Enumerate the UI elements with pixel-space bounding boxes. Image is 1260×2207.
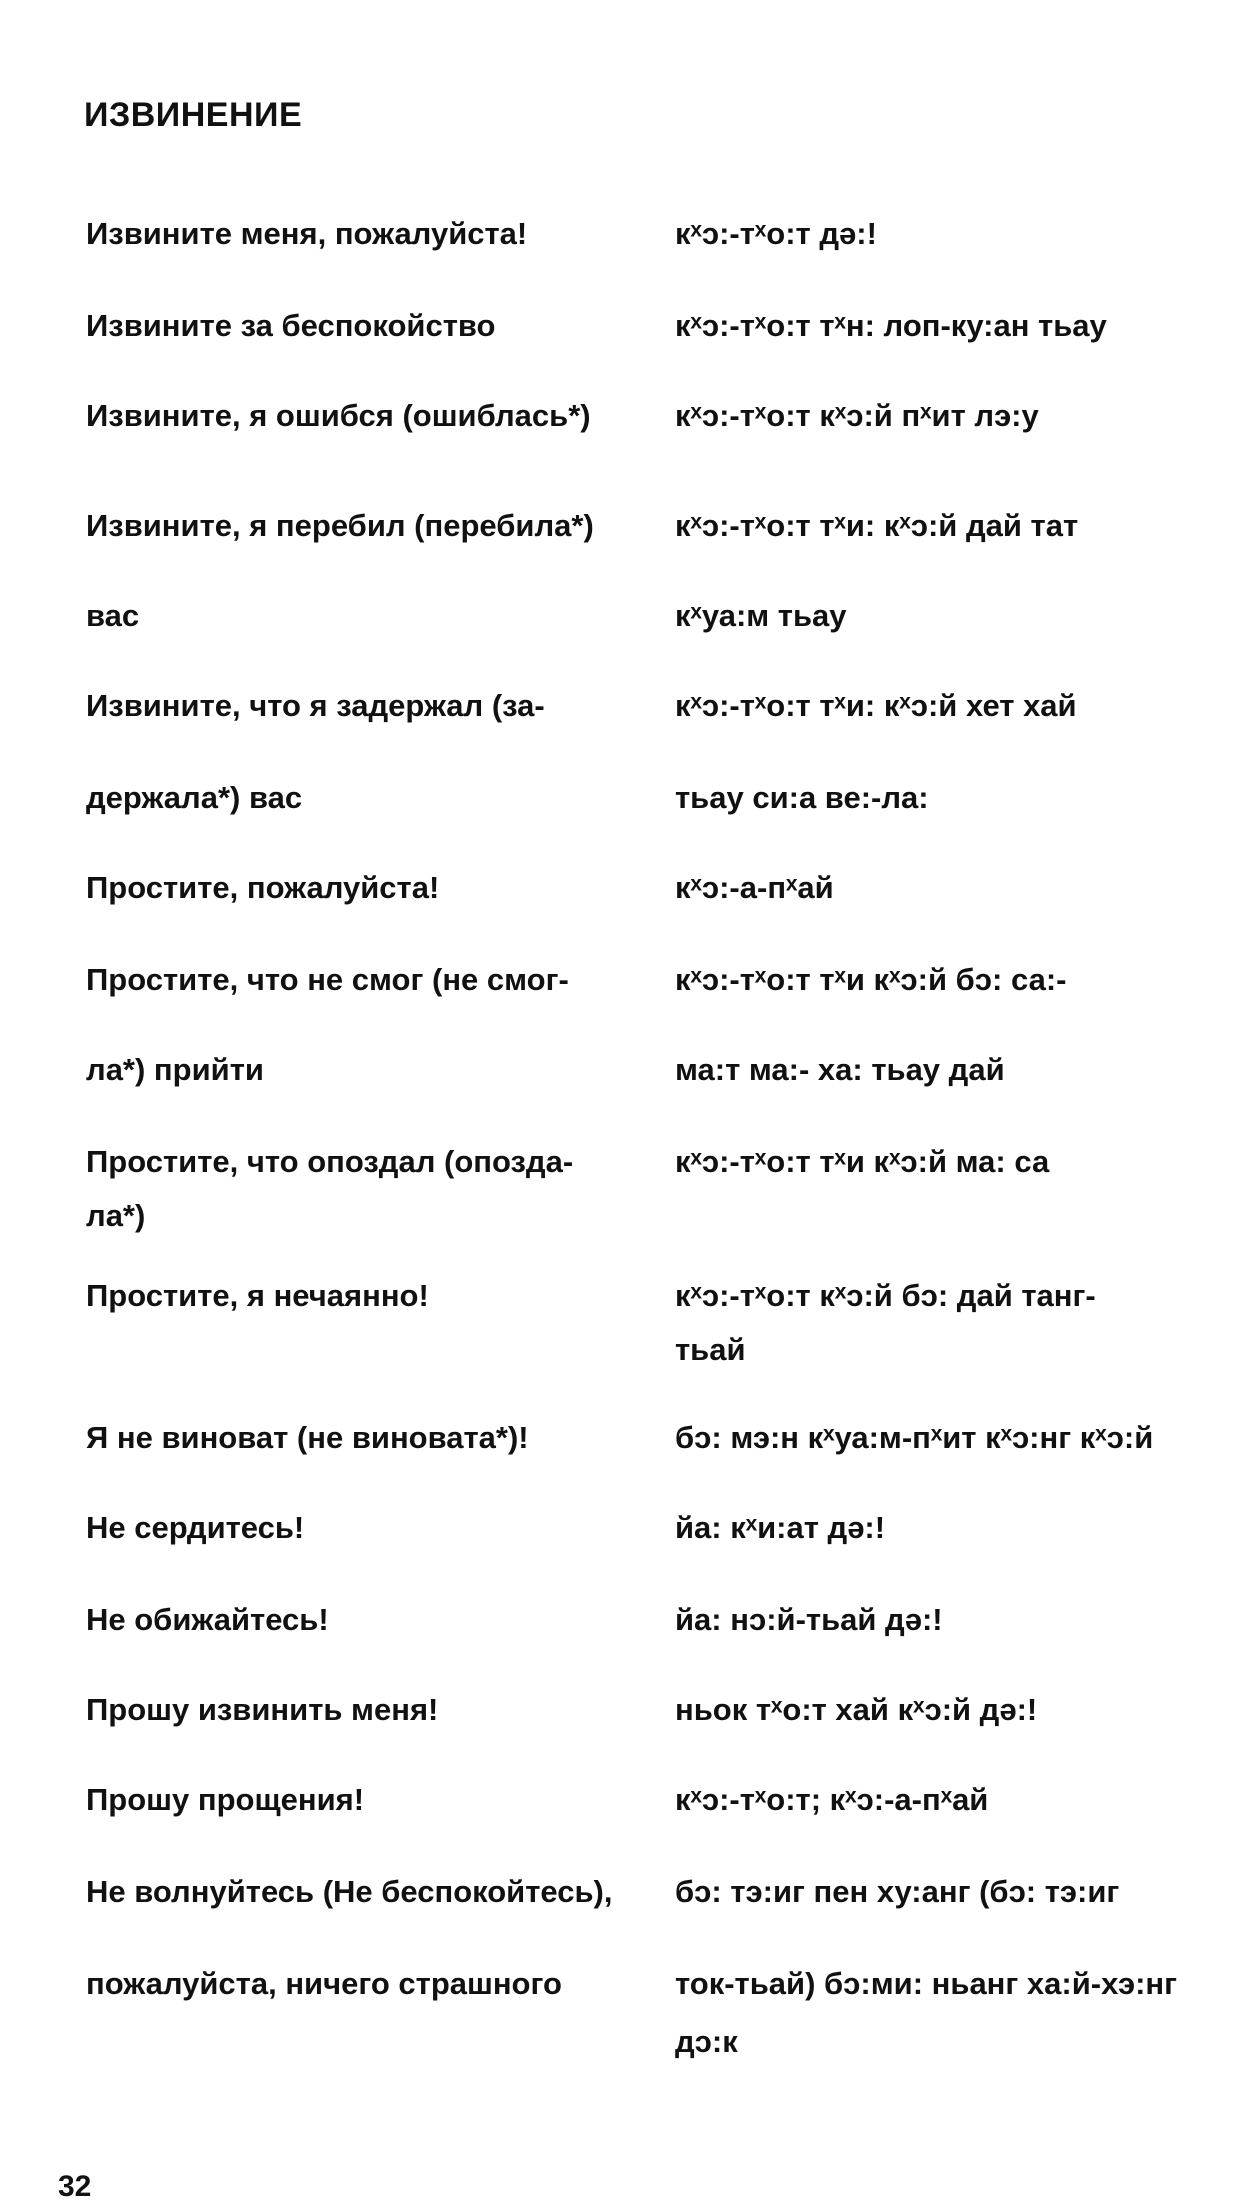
phrase-ru: Прошу прощения!: [86, 1782, 365, 1817]
phrase-ru: Прошу извинить меня!: [86, 1692, 439, 1727]
phrase-ru: Извините за беспокойство: [86, 308, 496, 343]
phrase-vi: ток-тьай) бɔ:ми: ньанг ха:й-хэ:нг: [675, 1966, 1178, 2001]
phrase-vi: кˣɔ:-тˣо:т тˣи: кˣɔ:й хет хай: [675, 688, 1077, 723]
phrase-ru: Простите, пожалуйста!: [86, 870, 440, 905]
phrase-vi: бɔ: тэ:иг пен ху:анг (бɔ: тэ:иг: [675, 1874, 1120, 1909]
phrase-ru: вас: [86, 598, 140, 633]
phrase-ru: Извините, я перебил (перебила*): [86, 508, 594, 543]
phrase-ru: Не обижайтесь!: [86, 1602, 329, 1637]
page-heading: ИЗВИНЕНИЕ: [84, 96, 303, 134]
phrase-vi: кˣɔ:-а-пˣай: [675, 870, 834, 905]
phrase-ru: ла*) прийти: [86, 1052, 264, 1087]
phrase-ru: Я не виноват (не виновата*)!: [86, 1420, 529, 1455]
phrase-ru: Не сердитесь!: [86, 1510, 305, 1545]
phrase-vi: ма:т ма:- ха: тьау дай: [675, 1052, 1005, 1087]
phrase-ru: ла*): [86, 1198, 146, 1233]
phrase-vi: дɔ:к: [675, 2024, 738, 2059]
phrase-vi: кˣɔ:-тˣо:т кˣɔ:й пˣит лэ:у: [675, 398, 1039, 433]
phrase-vi: кˣɔ:-тˣо:т дə:!: [675, 216, 877, 251]
phrase-vi: кˣɔ:-тˣо:т тˣи кˣɔ:й ма: са: [675, 1144, 1050, 1179]
phrase-ru: держала*) вас: [86, 780, 303, 815]
phrase-vi: ньок тˣо:т хай кˣɔ:й дə:!: [675, 1692, 1038, 1727]
phrase-vi: кˣɔ:-тˣо:т кˣɔ:й бɔ: дай танг-: [675, 1278, 1096, 1313]
page-number: 32: [58, 2170, 92, 2203]
phrase-ru: Извините, что я задержал (за-: [86, 688, 545, 723]
phrase-ru: пожалуйста, ничего страшного: [86, 1966, 562, 2001]
phrase-vi: кˣɔ:-тˣо:т тˣн: лоп-ку:ан тьау: [675, 308, 1107, 343]
phrase-vi: бɔ: мэ:н кˣуа:м-пˣит кˣɔ:нг кˣɔ:й: [675, 1420, 1154, 1455]
phrase-vi: йа: кˣи:ат дə:!: [675, 1510, 886, 1545]
phrase-vi: кˣɔ:-тˣо:т тˣи: кˣɔ:й дай тат: [675, 508, 1079, 543]
phrase-ru: Не волнуйтесь (Не беспокойтесь),: [86, 1874, 613, 1909]
phrase-ru: Простите, я нечаянно!: [86, 1278, 429, 1313]
phrase-vi: кˣɔ:-тˣо:т тˣи кˣɔ:й бɔ: са:-: [675, 962, 1067, 997]
phrase-ru: Простите, что опоздал (опозда-: [86, 1144, 574, 1179]
phrase-vi: кˣɔ:-тˣо:т; кˣɔ:-а-пˣай: [675, 1782, 989, 1817]
phrase-vi: йа: нɔ:й-тьай дə:!: [675, 1602, 943, 1637]
phrase-vi: тьай: [675, 1332, 746, 1367]
phrase-ru: Извините меня, пожалуйста!: [86, 216, 528, 251]
phrase-vi: тьау си:а ве:-ла:: [675, 780, 929, 815]
phrase-ru: Простите, что не смог (не смог-: [86, 962, 569, 997]
phrase-vi: кˣуа:м тьау: [675, 598, 847, 633]
phrase-ru: Извините, я ошибся (ошиблась*): [86, 398, 591, 433]
